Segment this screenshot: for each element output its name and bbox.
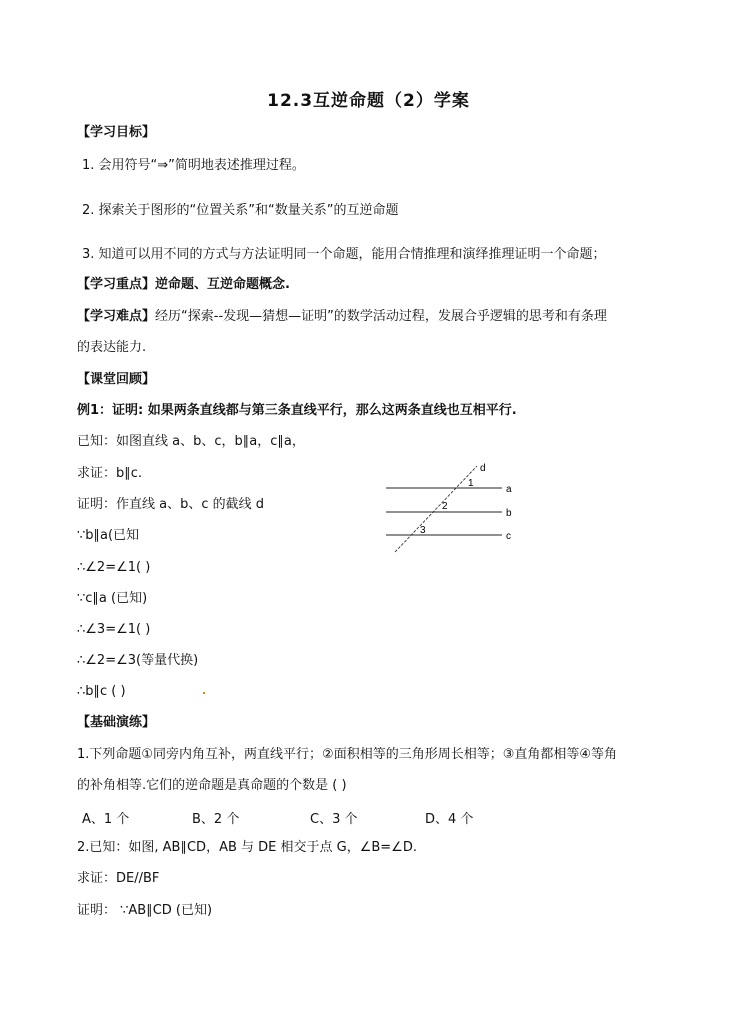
line-d — [395, 466, 477, 552]
proof-step-4: ∴∠3=∠1( ) — [77, 622, 151, 637]
example-given: 已知：如图直线 a、b、c，b∥a，c∥a， — [77, 434, 305, 449]
difficulties-text-line2: 的表达能力. — [77, 340, 147, 355]
stray-mark — [203, 692, 205, 694]
objective-item-1: 1. 会用符号“⇒”简明地表述推理过程。 — [82, 158, 305, 173]
label-b: b — [506, 508, 512, 519]
example-prove: 求证：b∥c. — [77, 466, 143, 481]
label-d: d — [480, 463, 486, 474]
question-2-proof: 证明： ∵AB∥CD (已知) — [77, 903, 213, 918]
proof-step-2: ∴∠2=∠1( ) — [77, 560, 151, 575]
question-1-line1: 1.下列命题①同旁内角互补，两直线平行；②面积相等的三角形周长相等；③直角都相等④等角 — [77, 747, 618, 762]
review-heading: 【课堂回顾】 — [77, 372, 156, 387]
angle-label-3: 3 — [420, 525, 426, 536]
difficulties — [77, 308, 607, 326]
parallel-lines-figure — [382, 456, 532, 556]
proof-step-5: ∴∠2=∠3(等量代换) — [77, 653, 199, 668]
objective-item-3: 3. 知道可以用不同的方式与方法证明同一个命题，能用合情推理和演绎推理证明一个命题； — [82, 247, 606, 262]
question-1-line2: 的补角相等.它们的逆命题是真命题的个数是 ( ) — [77, 778, 347, 793]
proof-step-3: ∵c∥a (已知) — [77, 591, 148, 606]
option-d: D、4 个 — [425, 812, 474, 827]
objectives-heading: 【学习目标】 — [77, 125, 156, 140]
example-title: 例1：证明: 如果两条直线都与第三条直线平行，那么这两条直线也互相平行. — [77, 403, 517, 418]
key-points-label: 【学习重点】 — [77, 277, 156, 292]
page-title: 12.3互逆命题（2）学案 — [267, 91, 470, 111]
proof-step-6: ∴b∥c ( ) — [77, 684, 126, 699]
angle-label-2: 2 — [442, 501, 448, 512]
label-a: a — [506, 484, 512, 495]
key-points-text: 逆命题、互逆命题概念. — [155, 277, 290, 292]
proof-intro: 证明：作直线 a、b、c 的截线 d — [77, 497, 265, 512]
angle-label-1: 1 — [468, 478, 474, 489]
question-2-line1: 2.已知：如图, AB∥CD，AB 与 DE 相交于点 G，∠B=∠D. — [77, 840, 417, 855]
option-b: B、2 个 — [192, 812, 240, 827]
key-points — [77, 276, 290, 294]
difficulties-label: 【学习难点】 — [77, 309, 156, 324]
label-c: c — [506, 531, 511, 542]
option-c: C、3 个 — [310, 812, 358, 827]
practice-heading: 【基础演练】 — [77, 715, 156, 730]
objective-item-2: 2. 探索关于图形的“位置关系”和“数量关系”的互逆命题 — [82, 203, 399, 218]
question-2-prove: 求证：DE//BF — [77, 871, 160, 886]
proof-step-1: ∵b∥a(已知 — [77, 528, 140, 543]
difficulties-text-line1: 经历“探索--发现—猜想—证明”的数学活动过程，发展合乎逻辑的思考和有条理 — [155, 309, 607, 324]
option-a: A、1 个 — [82, 812, 130, 827]
